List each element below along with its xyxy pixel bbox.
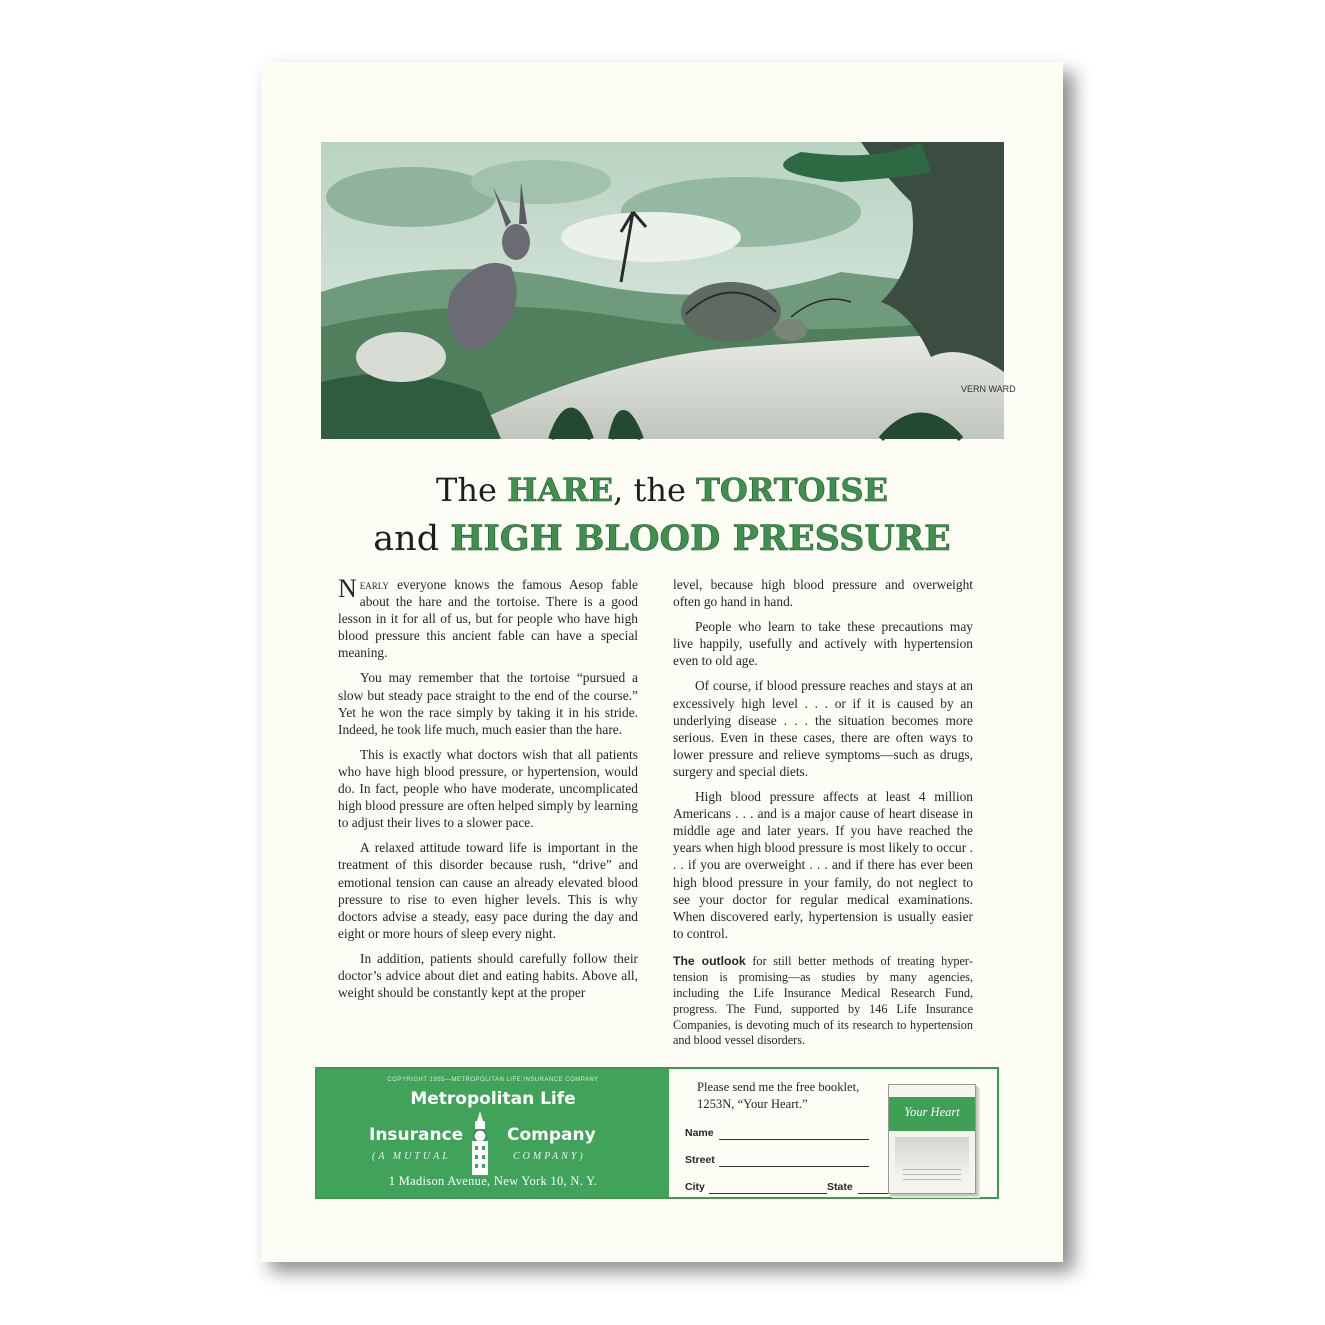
booklet-image <box>888 1084 976 1194</box>
body-paragraph-3: This is exactly what doctors wish that all patients who have high blood pressure, or hypertension, would do. In fact, people who have moderate, uncomplicated high blood pressure are often helped simply by learning to adjust their lives to a slower pace. <box>338 746 638 831</box>
headline-tortoise: TORTOISE <box>696 471 888 509</box>
drop-cap: N <box>338 574 357 603</box>
name-label: Name <box>685 1127 714 1139</box>
mutual-label-left: (A MUTUAL <box>372 1151 451 1162</box>
company-name-line-1: Metropolitan Life <box>410 1089 576 1109</box>
body-paragraph-1 <box>338 576 638 661</box>
hare-tortoise-illustration <box>321 142 1016 439</box>
booklet-fine-print <box>903 1169 961 1170</box>
artist-signature: VERN WARD <box>961 384 1016 394</box>
street-label: Street <box>685 1154 715 1166</box>
footer-coupon-box <box>315 1067 999 1199</box>
body-paragraph-5: In addition, patients should carefully follow their doctor’s advice about diet and eating habits. Above all, weight should be constantly kept at the proper <box>338 950 638 1001</box>
booklet-shading <box>895 1137 969 1177</box>
body-column-left <box>338 576 638 1009</box>
headline-high-blood-pressure: HIGH BLOOD PRESSURE <box>450 518 951 559</box>
body-paragraph-8: High blood pressure affects at least 4 million Americans . . . and is a major cause of heart disease in middle age and later years. If you have reached the years when high blood pressure is most likely to occur . . . if you are overweight . . . and if there has ever been high blood pressure in your family, do not neglect to see your doctor for regular medical examinations. When discovered early, hypertension is usually easier to control. <box>673 789 973 941</box>
company-address: 1 Madison Avenue, New York 10, N. Y. <box>388 1174 598 1188</box>
copyright-line: COPYRIGHT 1955—METROPOLITAN LIFE INSURANCE COMPANY <box>387 1077 599 1083</box>
booklet-fine-print <box>903 1174 961 1175</box>
advertisement-page <box>261 62 1063 1262</box>
headline-and: and <box>373 519 451 559</box>
body-paragraph-5-continued: level, because high blood pressure and overweight often go hand in hand. <box>673 577 973 610</box>
coupon-request-text: Please send me the free booklet, 1253N, “Your Heart.” <box>697 1080 860 1111</box>
headline-line-2 <box>261 518 1063 559</box>
company-panel <box>317 1069 669 1197</box>
booklet-fine-print <box>903 1179 961 1180</box>
name-field[interactable] <box>719 1139 869 1140</box>
body-paragraph-1-text: everyone knows the famous Aesop fable about the hare and the tortoise. There is a good lesson in it for all of us, but for people who have high blood pressure this ancient fable can have a special meaning. <box>338 577 638 661</box>
tower-logo-icon <box>469 1111 491 1175</box>
body-smallcaps-lead: early <box>359 577 389 592</box>
outlook-lead: The outlook <box>673 953 746 968</box>
illustration-art <box>321 142 1016 439</box>
city-field[interactable] <box>709 1193 827 1194</box>
company-name-insurance: Insurance <box>369 1125 464 1145</box>
body-paragraph-2: You may remember that the tortoise “pursued a slow but steady pace straight to the end of the course.” Yet he won the race simply by taking it in his stride. Indeed, he took life much, much easier than the hare. <box>338 670 638 737</box>
city-label: City <box>685 1181 705 1193</box>
headline-comma-the: , the <box>613 471 697 509</box>
headline-the: The <box>436 471 508 509</box>
body-paragraph-7: Of course, if blood pressure reaches and stays at an excessively high level . . . or if it is caused by an underlying disease . . . the situation becomes more serious. Even in these cases, there are often ways to lower pressure and relieve symptoms—such as drugs, surgery and special diets. <box>673 678 973 779</box>
company-name-company: Company <box>507 1125 596 1145</box>
outlook-text: for still better methods of treating hypertension is promising—as studies by many agencies, including the Life Insurance Medical Research Fund, progress. The Fund, supported by 146 Life Insurance Companies, is devoting much of its research to hypertension and blood vessel disorders. <box>673 953 973 1048</box>
booklet-title: Your Heart <box>904 1105 960 1119</box>
body-paragraph-6: People who learn to take these precautions may live happily, usefully and actively with hypertension even to old age. <box>673 619 973 669</box>
headline-line-1 <box>261 471 1063 509</box>
headline-hare: HARE <box>507 471 614 509</box>
mutual-label-right: COMPANY) <box>513 1151 586 1162</box>
state-label: State <box>827 1181 853 1193</box>
street-field[interactable] <box>719 1166 869 1167</box>
outlook-paragraph <box>673 954 973 1049</box>
body-column-right <box>673 576 973 1057</box>
body-paragraph-4: A relaxed attitude toward life is important in the treatment of this disorder because rush, “drive” and emotional tension can cause an already elevated blood pressure to rise to even higher levels. This is why doctors advise a steady, easy pace during the day and eight or more hours of sleep every night. <box>338 840 638 941</box>
